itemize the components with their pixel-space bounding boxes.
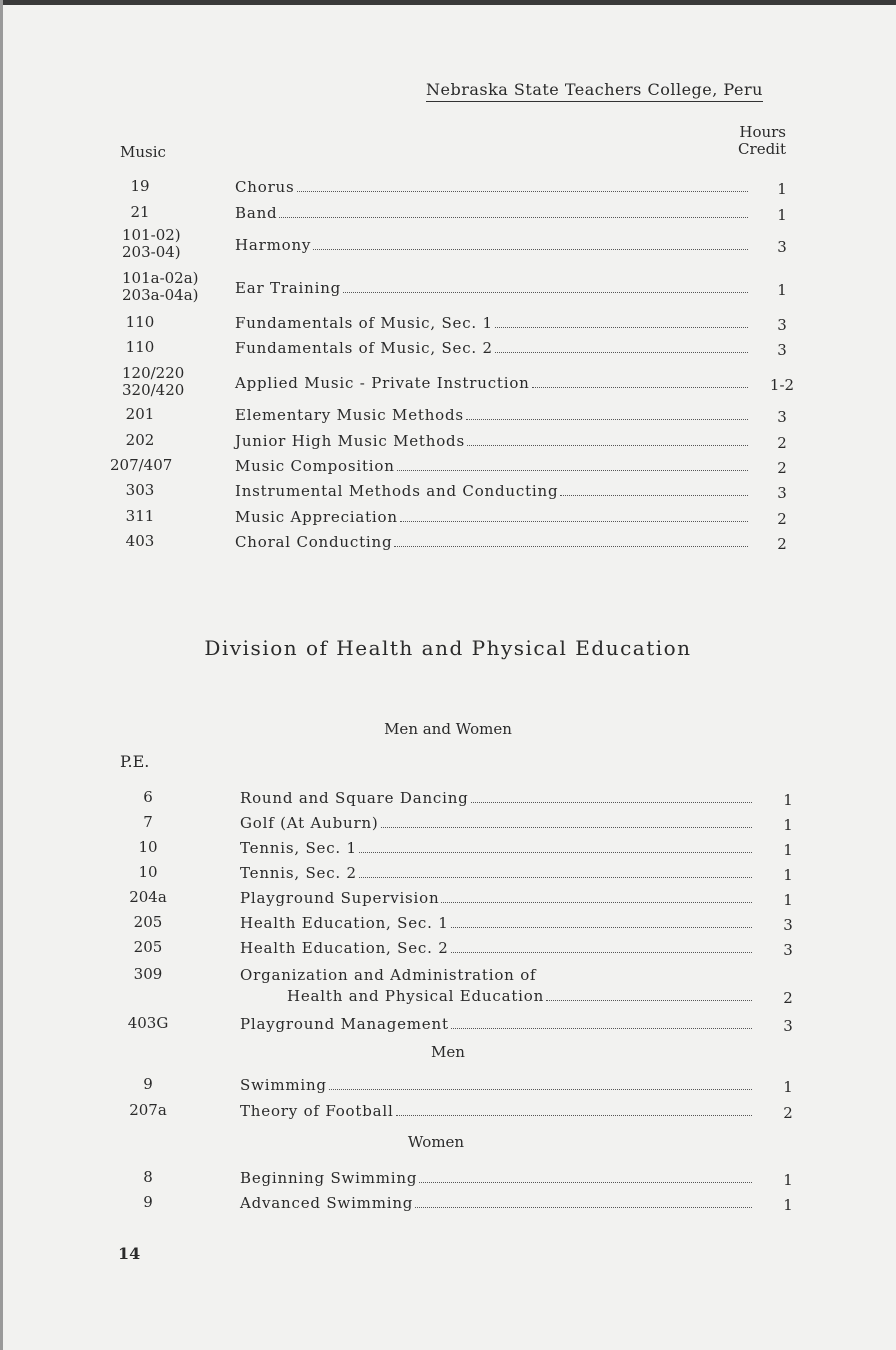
course-title xyxy=(240,1076,754,1094)
course-title xyxy=(235,236,750,254)
course-number: 110 xyxy=(125,313,155,331)
course-title-text: Fundamentals of Music, Sec. 1 xyxy=(235,314,493,332)
credit-hours: 3 xyxy=(783,1017,793,1035)
credit-hours: 1 xyxy=(783,816,793,834)
course-number: 204a xyxy=(129,888,167,906)
course-number: 202 xyxy=(125,431,155,449)
dot-leader xyxy=(279,216,748,218)
course-number: 311 xyxy=(125,507,155,525)
hours-credit-heading xyxy=(738,124,786,158)
credit-hours: 1 xyxy=(783,791,793,809)
credit-label: Credit xyxy=(738,140,786,158)
course-title-line1: Organization and Administration of xyxy=(240,966,537,984)
course-title-text: Fundamentals of Music, Sec. 2 xyxy=(235,339,493,357)
course-number: 10 xyxy=(138,838,158,856)
course-title xyxy=(240,814,754,832)
page-top-edge xyxy=(0,0,896,5)
running-header: Nebraska State Teachers College, Peru xyxy=(426,80,763,102)
course-title-text: Health Education, Sec. 1 xyxy=(240,914,449,932)
page-number: 14 xyxy=(118,1244,141,1263)
dot-leader xyxy=(415,1206,752,1208)
credit-hours: 3 xyxy=(783,941,793,959)
course-title xyxy=(235,339,750,357)
course-title-text: Health Education, Sec. 2 xyxy=(240,939,449,957)
men-heading: Men xyxy=(431,1043,465,1061)
dot-leader xyxy=(560,494,748,496)
course-title-text: Choral Conducting xyxy=(235,533,393,551)
course-title-text: Band xyxy=(235,204,278,222)
course-title xyxy=(240,939,754,957)
course-number: 120/220 320/420 xyxy=(122,364,185,399)
credit-hours: 1 xyxy=(777,206,787,224)
credit-hours: 1 xyxy=(777,281,787,299)
dot-leader xyxy=(451,1027,752,1029)
course-title xyxy=(240,1169,754,1187)
course-title-text: Tennis, Sec. 1 xyxy=(240,839,357,857)
course-number: 207a xyxy=(129,1101,167,1119)
dot-leader xyxy=(394,545,748,547)
course-title xyxy=(235,533,750,551)
course-title xyxy=(235,406,750,424)
division-title: Division of Health and Physical Education xyxy=(204,636,692,660)
credit-hours: 2 xyxy=(777,535,787,553)
course-number: 7 xyxy=(143,813,153,831)
course-number: 207/407 xyxy=(110,456,173,474)
credit-hours: 3 xyxy=(777,341,787,359)
credit-hours: 1 xyxy=(777,180,787,198)
course-number: 19 xyxy=(130,177,150,195)
course-title xyxy=(240,789,754,807)
dot-leader xyxy=(495,326,748,328)
course-title xyxy=(235,178,750,196)
course-number: 205 xyxy=(133,938,163,956)
course-number: 6 xyxy=(143,788,153,806)
course-title-text: Tennis, Sec. 2 xyxy=(240,864,357,882)
course-number: 403 xyxy=(125,532,155,550)
dot-leader xyxy=(532,386,748,388)
course-title-text: Music Composition xyxy=(235,457,395,475)
course-title xyxy=(240,914,754,932)
course-title-text: Playground Management xyxy=(240,1015,449,1033)
dot-leader xyxy=(359,851,752,853)
course-title xyxy=(235,508,750,526)
women-heading: Women xyxy=(407,1133,465,1151)
dot-leader xyxy=(343,291,748,293)
credit-hours: 1-2 xyxy=(769,376,795,394)
dot-leader xyxy=(546,999,752,1001)
course-number: 101-02) 203-04) xyxy=(122,226,181,261)
credit-hours: 1 xyxy=(783,1078,793,1096)
credit-hours: 1 xyxy=(783,891,793,909)
course-title-text: Instrumental Methods and Conducting xyxy=(235,482,559,500)
credit-hours: 3 xyxy=(777,238,787,256)
course-title-text: Ear Training xyxy=(235,279,342,297)
dot-leader xyxy=(451,926,752,928)
course-title-text: Chorus xyxy=(235,178,295,196)
credit-hours: 2 xyxy=(777,434,787,452)
men-and-women-heading: Men and Women xyxy=(384,720,512,738)
course-title-text: Health and Physical Education xyxy=(287,987,545,1005)
credit-hours: 3 xyxy=(777,316,787,334)
credit-hours: 2 xyxy=(783,989,793,1007)
course-title-text: Advanced Swimming xyxy=(240,1194,414,1212)
course-title-text: Swimming xyxy=(240,1076,327,1094)
credit-hours: 2 xyxy=(777,459,787,477)
course-title xyxy=(235,279,750,297)
course-title xyxy=(235,432,750,450)
dot-leader xyxy=(329,1088,752,1090)
course-number: 201 xyxy=(125,405,155,423)
course-title-text: Harmony xyxy=(235,236,312,254)
course-title xyxy=(235,374,750,392)
dot-leader xyxy=(297,190,749,192)
dot-leader xyxy=(313,248,748,250)
course-number: 10 xyxy=(138,863,158,881)
credit-hours: 1 xyxy=(783,866,793,884)
dot-leader xyxy=(471,801,752,803)
course-title xyxy=(240,1102,754,1120)
dot-leader xyxy=(419,1181,752,1183)
course-number: 8 xyxy=(143,1168,153,1186)
course-number: 309 xyxy=(133,965,163,983)
course-title xyxy=(235,204,750,222)
course-number: 21 xyxy=(130,203,150,221)
course-title xyxy=(235,457,750,475)
dot-leader xyxy=(466,418,748,420)
credit-hours: 3 xyxy=(777,408,787,426)
dot-leader xyxy=(467,444,748,446)
credit-hours: 2 xyxy=(777,510,787,528)
credit-hours: 1 xyxy=(783,841,793,859)
pe-section-label: P.E. xyxy=(120,752,150,771)
course-title-text: Elementary Music Methods xyxy=(235,406,464,424)
course-number: 205 xyxy=(133,913,163,931)
credit-hours: 1 xyxy=(783,1196,793,1214)
course-title xyxy=(240,1194,754,1212)
hours-label: Hours xyxy=(739,123,786,141)
course-title-text: Junior High Music Methods xyxy=(235,432,465,450)
course-title-text: Golf (At Auburn) xyxy=(240,814,379,832)
course-title xyxy=(240,889,754,907)
dot-leader xyxy=(396,1114,752,1116)
course-number: 9 xyxy=(143,1193,153,1211)
course-title-text: Playground Supervision xyxy=(240,889,440,907)
dot-leader xyxy=(495,351,748,353)
course-number: 403G xyxy=(127,1014,169,1032)
course-number: 9 xyxy=(143,1075,153,1093)
course-title xyxy=(240,839,754,857)
course-number: 110 xyxy=(125,338,155,356)
credit-hours: 2 xyxy=(783,1104,793,1122)
course-number: 101a-02a) 203a-04a) xyxy=(122,269,199,304)
credit-hours: 3 xyxy=(783,916,793,934)
dot-leader xyxy=(441,901,752,903)
dot-leader xyxy=(400,520,748,522)
course-title xyxy=(240,1015,754,1033)
dot-leader xyxy=(381,826,752,828)
dot-leader xyxy=(397,469,748,471)
course-title-text: Theory of Football xyxy=(240,1102,394,1120)
course-title xyxy=(240,864,754,882)
course-title-text: Music Appreciation xyxy=(235,508,398,526)
dot-leader xyxy=(359,876,752,878)
course-title-text: Round and Square Dancing xyxy=(240,789,469,807)
course-title-text: Applied Music - Private Instruction xyxy=(235,374,530,392)
course-title xyxy=(235,482,750,500)
course-title xyxy=(287,987,754,1005)
course-title-text: Beginning Swimming xyxy=(240,1169,418,1187)
credit-hours: 1 xyxy=(783,1171,793,1189)
course-title xyxy=(235,314,750,332)
dot-leader xyxy=(451,951,752,953)
course-number: 303 xyxy=(125,481,155,499)
credit-hours: 3 xyxy=(777,484,787,502)
music-section-label: Music xyxy=(120,143,166,161)
